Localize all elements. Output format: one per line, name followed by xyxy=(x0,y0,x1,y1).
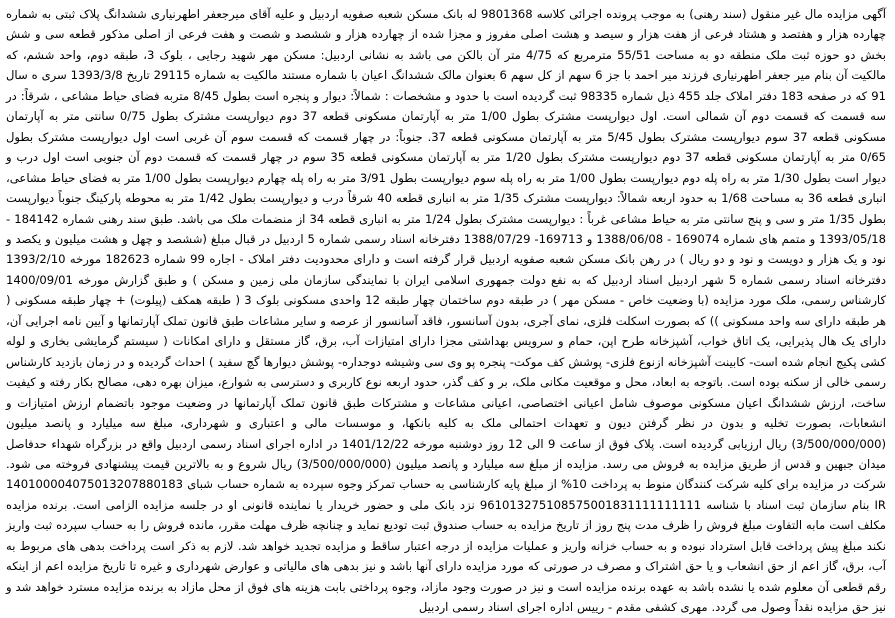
notice-body-text: آگهی مزایده مال غیر منقول (سند رهنی) به موجب پرونده اجرائی کلاسه 9801368 له بانک مسکن شعبه صفویه اردبیل و علیه آقای میرجعفر اطهرنیاری ششدانگ پلاک ثبتی به شماره چهارده هزار و هفتصد و هشتاد فرعی از هفت هزار و سیصد و هشت اصلی مفروز و مجزا شده از چهارده هزار و ششصد و شصت و هفت فرعی از اصلی مذکور قطعه سی و شش بخش دو حوزه ثبت ملک منطقه دو به مساحت 55/51 مترمربع که 4/75 متر آن بالکن می باشد به نشانی اردبیل: مسکن مهر شهید رجایی ، بلوک 3، طبقه دوم، واحد ششم، که مالکیت آن بنام میر جعفر اطهرنیاری فرزند میر احمد با جز 6 سهم از کل سهم 6 بعنوان مالک ششدانگ اعیان با شماره مستند مالکیت به شماره 29115 تاریخ 1393/3/8 سری ه سال 91 که در صفحه 183 دفتر املاک جلد 455 ذیل شماره 98335 ثبت گردیده است با حدود و مشخصات : شمالاً: دیوار و پنجره است بطول 8/45 متربه فضای حیاط مشاعی ، شرقاً: در سه قسمت که قسمت دوم آن شمالی است. اول دیوارپست مشترک بطول 1/00 متر به آپارتمان مسکونی قطعه 37 دوم دیوارپست مشترک بطول 0/75 سانتی متر به آپارتمان مسکونی قطعه 37 سوم دیوارپست مشترک بطول 5/45 متر به آپارتمان مسکونی قطعه 37. جنوباً: در چهار قسمت که قسمت سوم آن غربی است اول دیوارپست مشترک بطول 0/65 متر به آپارتمان مسکونی قطعه 37 دوم دیوارپست مشترک بطول 1/20 متر به آپارتمان مسکونی قطعه 35 سوم در چهار قسمت که قسمت دوم آن جنوبی است اول درب و دیوار است بطول 1/30 متر به راه پله دوم دیوارپست بطول 1/00 متر به راه پله سوم دیوارپست بطول 3/91 متر به راه پله چهارم دیوارپست بطول 1/00 متر به فضای حیاط مشاعی، انباری قطعه 36 به مساحت 1/68 به حدود اربعه شمالاً: دیوارپست مشترک 1/35 متر به انباری قطعه 40 شرقاً درب و دیوارپست بطول 1/42 متر به محوطه پارکینگ جنوباً دیوارپست بطول 1/35 متر و سی و پنج سانتی متر به حیاط مشاعی غرباً : دیوارپست مشترک بطول 1/24 متر به انباری قطعه 34 از منضمات ملک می باشد. طبق سند رهنی شماره 184142 - 1393/05/18 و متمم های شماره 169074 - 1388/06/08 و 169713- 1388/07/29 دفترخانه اسناد رسمی شماره 5 اردبیل در قبال مبلغ (ششصد و چهل و هشت میلیون و یکصد و نود و یک هزار و دویست و نود و دو ریال ) در رهن بانک مسکن شعبه صفویه اردبیل قرار گرفته است و دارای محدودیت دفتر املاک - اجاره 99 شماره 182623 مورخه 1393/2/10 دفترخانه اسناد رسمی شماره 5 شهر اردبیل اسناد اردبیل که به نفع دولت جمهوری اسلامی ایران با نمایندگی سازمان ملی زمین و مسکن ) و طبق گزارش مورخه 1400/09/01 کارشناس رسمی، ملک مورد مزایده (با وضعیت خاص - مسکن مهر ) در طبقه دوم ساختمان چهار طبقه 12 واحدی مسکونی بلوک 3 ( طبقه همکف (پیلوت) + چهار طبقه مسکونی ( هر طبقه دارای سه واحد مسکونی )) که بصورت اسکلت فلزی، نمای آجری، بدون آسانسور، فاقد آسانسور از عرصه و سایر مشاعات طبق قانون تملک آپارتمانها و آیین نامه اجرایی آن، دارای یک هال پذیرایی، یک اتاق خواب، آشپزخانه طرح اپن، حمام و سرویس بهداشتی مجزا دارای امتیازات آب، برق، گاز مستقل و دارای امکانات ( سیستم گرمایشی بخاری و لوله کشی پکیج انجام شده است- کابینت آشپزخانه ازنوع فلزی- پوشش کف موکت- پنجره پو وی سی وشیشه دوجداره- پوشش دیوارها گچ سفید ) احداث گردیده و در زمان بازدید کارشناس رسمی خالی از سکنه بوده است. باتوجه به ابعاد، محل و موقعیت مکانی ملک، بر و کف گذر، حدود اربعه نوع کاربری و دسترسی به شوارع، میزان بهره دهی، مصالح بکار رفته و کیفیت ساخت، ارزش ششدانگ اعیان مسکونی موصوف شامل اعیانی اختصاصی، اعیانی مشاعات و مشترکات طبق قانون تملک آپارتمانها در وضعیت موجود باتضمام ارزش امتیازات و انشعابات، بصورت تخلیه و بدون در نظر گرفتن دیون و تعهدات احتمالی ملک به کلیه بانکها، و موسسات مالی و اعتباری و شهرداری، مبلغ سه میلیارد و پانصد میلیون (3/500/000/000) ریال ارزیابی گردیده است. پلاک فوق از ساعت 9 الی 12 روز دوشنبه مورخه 1401/12/22 در اداره اجرای اسناد رسمی اردبیل واقع در بزرگراه شهداء حدفاصل میدان جبهین و قدس از طریق مزایده به فروش می رسد. مزایده از مبلغ سه میلیارد و پانصد میلیون (3/500/000/000) ریال شروع و به بالاترین قیمت پیشنهادی فروخته می شود. شرکت در مزایده برای کلیه شرکت کنندگان منوط به پرداخت 10% از مبلغ پایه کارشناسی به حساب تمرکز وجوه سپرده به شماره حساب شبای 140100004075013207880183 IR بنام سازمان ثبت اسناد با شناسه 961013275108575001831111111111 نزد بانک ملی و حضور خریدار یا نماینده قانونی او در جلسه مزایده الزامی است. برنده مزایده مکلف است مابه التفاوت مبلغ فروش را ظرف مدت پنج روز از تاریخ مزایده به حساب صندوق ثبت تودیع نماید و چنانچه ظرف مهلت مقرر، مانده فروش را به حساب سپرده ثبت واریز نکند مبلغ پیش پرداخت قابل استرداد نبوده و به حساب خزانه واریز و عملیات مزایده از درجه اعتبار ساقط و مزایده تجدید خواهد شد. لازم به ذکر است پرداخت بدهی های مربوط به آب، برق، گاز اعم از حق انشعاب و یا حق اشتراک و مصرف در صورتی که مورد مزایده دارای آنها باشد و نیز بدهی های مالیاتی و عوارض شهرداری و غیره تا تاریخ مزایده اعم از اینکه رقم قطعی آن معلوم شده یا نشده باشد به عهده برنده مزایده است و نیز در صورت وجود مازاد، وجوه پرداختی بابت هزینه های فوق از محل مازاد به برنده مزایده مسترد خواهد شد و نیز حق مزایده نقداً وصول می گردد. مهری کشفی مقدم - رییس اداره اجرای اسناد رسمی اردبیل xyxy=(6,7,887,615)
